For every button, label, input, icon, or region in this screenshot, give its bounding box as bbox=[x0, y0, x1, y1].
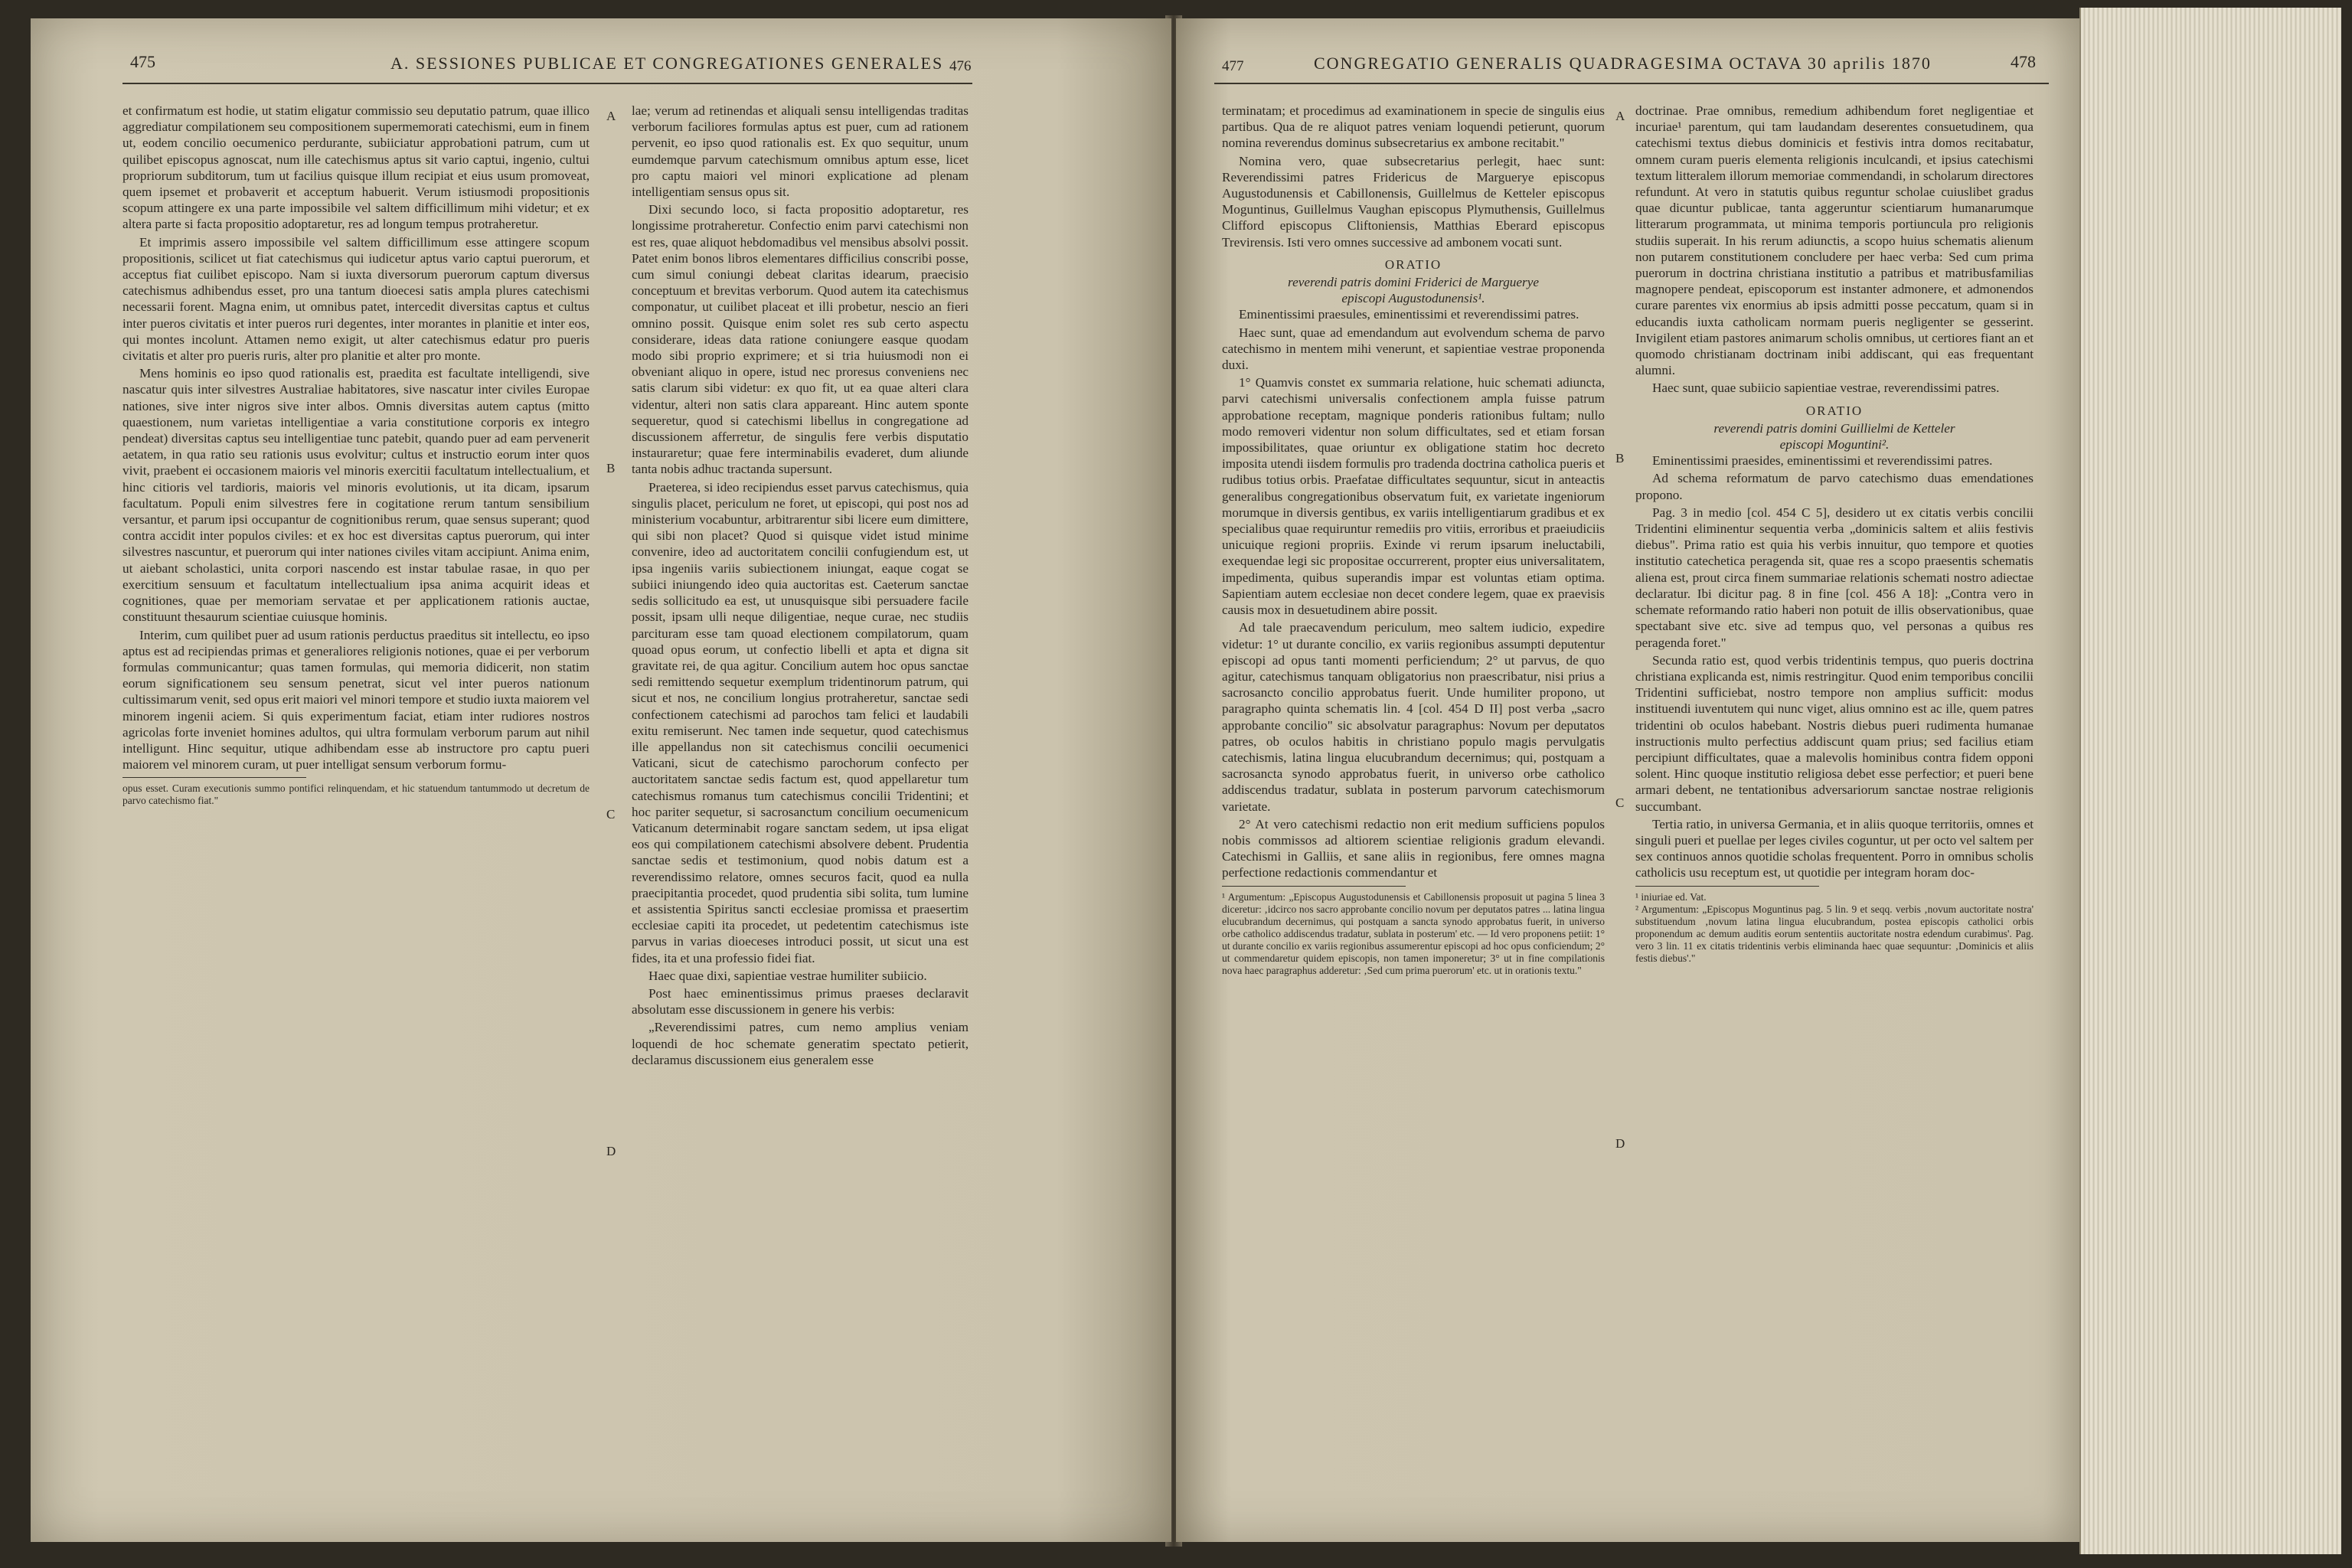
footnote-rule bbox=[122, 777, 306, 782]
paragraph: Mens hominis eo ipso quod rationalis est, praedita est facultate intelligendi, sive nascatur quis inter silvestres Australiae habitatores, sive nascatur inter civiles Europae nationes, sive inter nigros sive inter albos. Omnis diversitas autem captus (mitto quaestionem, num varietas intelligentiae a varia constitutione corporis ex integro pendeat) diversitas captus seu intelligentiae tunc patebit, quando puer ad eam pervenerit aetatem, in qua ratio seu rationis usus evolvitur; cultus et instructio eorum inter quos vivit, praebent ei occasionem maioris vel minoris exercitii facultatum intellectualium, et hinc citioris vel tardioris, maioris vel minoris evolutionis, ut ita dicam, ipsarum facultatum. Populi enim silvestres fere in cogitatione rerum tantum sensibilium versantur, et parum ipsi occupantur de cognitionibus rerum, quae sensus superant; quod contra accidit inter populos civiles: et ex hoc est diversitas captus puerorum, qui inter silvestres nascuntur, et puerorum qui inter nationes civiles vitam accipiunt. Anima enim, ut aiebant scholastici, unita corpori nascendo est instar tabulae rasae, in quo per exercitium sensuum et facultatum intellectualium ipsa anima acquirit ideas et cognitiones, quae per memoriam servatae et per applicationem rationis auctae, constituunt thesaurum scientiae cuiusque hominis. bbox=[122, 366, 590, 625]
page-number-477: 477 bbox=[1222, 58, 1244, 74]
paragraph: Praeterea, si ideo recipiendus esset parvus catechismus, quia singulis placet, periculum ne foret, ut episcopi, qui post nos ad ministerium vocabuntur, arbitrarentur sibi licere eum dimittere, qui sibi non placet? Quod si quisque videt istud minime convenire, ideo ad auctoritatem concilii confugiendum est, ut ipsa ingeniis variis subiectionem iniungat, eaque cogat se subiici iniungendo ideo quia auctoritas est. Caeterum sanctae sedis sollicitudo ea est, ut unusquisque sibi persuadere facile possit, ipsam ulli neque diligentiae, neque curae, nec studiis parcituram esse tam quoad electionem compilatorum, quam quoad opus eorum, ut confectio libelli et apta et digna sit gravitate rei, de qua agitur. Concilium autem hoc opus sanctae sedi remittendo sequetur exemplum tridentinorum patrum, qui sicut et nos, ne concilium longius protraheretur, sanctae sedi confectionem catechismi ad parochos tam felici et laudabili exitu remiserunt. Nec tamen inde sequetur, quod catechismus ille appellandus non sit catechismus concilii oecumenici Vaticani, sicut de catechismo parochorum confecto per auctoritatem sanctae sedis factum est, quod appellaretur tum catechismus romanus tum catechismus concilii Tridentini; et hoc pariter sequetur, si sacrosanctum concilium oecumenicum Vaticanum determinabit rogare sanctam sedem, ut ipsa eligat eos qui compilationem catechismi absolvere debent. Prudentia sanctae sedis et testimonium, quod nobis datum est a reverendissimo relatore, omnes securos facit, quod ea nulla praecipitantia procedet, quod prudentia sibi solita, tum lumine et assistentia Spiritus sancti ecclesiae promissa et praesertim ecclesiae capiti ita procedet, ut pedetentim catechismus iste parvus in varias dioeceses introduci possit, ut sicut una est fides, ita et una professio fidei fiat. bbox=[632, 479, 969, 965]
footnote: ¹ iniuriae ed. Vat. bbox=[1635, 890, 1707, 903]
footnote: ¹ Argumentum: „Episcopus Augustodunensis et Cabillonensis proposuit ut pagina 5 linea 3 diceretur: ‚idcirco nos sacro approbante concilio novum per deputatos patres ... latina lingua elucubrandum decernimus, qui postquam a sancta synodo approbatus fuerit, in universo orbe catholico addiscendus tradatur, sublata in posterum' etc. — Id vero proponens petiit: 1° ut durante concilio ex variis regionibus assumerentur episcopi ad hoc opus conficiendum; 2° ut commendaretur quidem episcopis, non tamen imponeretur; 3° ut in fine compilationis nova haec paragraphus adderetur: ‚Sed cum prima puerorum' etc. ut in orationis textu." bbox=[1222, 890, 1605, 976]
paragraph: Et imprimis assero impossibile vel saltem difficillimum esse attingere scopum propositionis, scilicet ut fiat catechismus qui iudicetur aptus vario captui puerorum, et acceptus fiat cuilibet episcopo. Nam si iuxta diversorum puerorum captum diversus catechismus adhibendus esset, pro una tantum dioecesi satis ampla plures catechismi necessarii forent. Magna enim, ut omnibus patet, intercedit diversitas captus et cultus inter pueros civitatis et inter pueros ruri degentes, inter morantes in planitie et inter eos, qui montes incolunt. Attamen nemo exigit, ut alter catechismus edatur pro pueris civitatis et alter pro pueris ruris, alter pro planitie et alter pro monte. bbox=[122, 234, 590, 364]
paragraph: Tertia ratio, in universa Germania, et in aliis quoque territoriis, omnes et singuli pueri et puellae per leges civiles coguntur, ut per octo vel saltem per sex continuos annos quotidie scholas frequentent. Porro in omnibus scholis catholicis usu receptum est, ut quotidie per integram horam doc- bbox=[1635, 816, 2034, 880]
paragraph: Haec quae dixi, sapientiae vestrae humiliter subiicio. bbox=[648, 968, 927, 983]
paragraph: Eminentissimi praesides, eminentissimi et reverendissimi patres. bbox=[1652, 453, 1993, 469]
paragraph: Pag. 3 in medio [col. 454 C 5], desidero ut ex citatis verbis concilii Tridentini eliminentur sequentia verba „dominicis saltem et aliis festivis diebus". Prima ratio est quia his verbis innuitur, quo tempore et quoties institutio catechetica peragenda sit, quae res a scopo praesentis schematis aliena est, prout circa finem summariae relationis schemati nostro adiectae declaratur. Ibi dicitur pag. 8 in fine [col. 456 A 18]: „Contra vero in schemate reformando ratio haberi non potuit de illis observationibus, quae spectabant sive etc. sive ad tempus quo, vel personas a quibus res peragenda foret." bbox=[1635, 505, 2034, 650]
paragraph: Ad tale praecavendum periculum, meo saltem iudicio, expedire videtur: 1° ut durante concilio, ex variis regionibus assumpti deputentur episcopi ad opus tanti momenti perficiendum; 2° ut parvus, de quo agitur, catechismus tanquam obligatorius non praescribatur, nisi prius a sacrosancto concilio approbatus fuerit. Unde humiliter propono, ut paragrapho quinta schematis lin. 4 [col. 454 D II] post verba „sacro approbante concilio" sic absolvatur paragraphus: Novum per deputatos patres, ob oculos habitis in christiano populo magis pervulgatis catechismis, latina lingua elucubrandum decernimus; qui, postquam a sacrosancta synodo approbatus fuerit, in universo orbe catholico addiscendus tradatur, sublata in posterum parvorum catechismorum varietate. bbox=[1222, 620, 1605, 814]
paragraph: terminatam; et procedimus ad examinationem in specie de singulis eius partibus. Qua de re aliquot patres veniam loquendi petierunt, quorum nomina reverendus dominus subsecretarius ex ambone recitabit." bbox=[1222, 103, 1605, 151]
margin-marker-b: B bbox=[1615, 451, 1625, 466]
oratio-speaker: reverendi patris domini Guillielmi de Ketteler bbox=[1713, 420, 1955, 436]
page-edges bbox=[2079, 8, 2341, 1554]
footnote: ² Argumentum: „Episcopus Moguntinus pag. 5 lin. 9 et seqq. verbis ‚novum auctoritate nostra' substituendum ‚novum latina lingua elucubrandum, postea episcopis catholici orbis proponendum ac demum auditis eorum sententiis auctoritate nostra edendum curabimus'. Pag. vero 3 lin. 11 ex citatis tridentinis verbis eliminanda haec quae sequuntur: ‚Dominicis et aliis festis diebus'." bbox=[1635, 903, 2034, 964]
header-rule bbox=[1214, 83, 2049, 84]
paragraph: Haec sunt, quae ad emendandum aut evolvendum schema de parvo catechismo in mentem mihi venerunt, et sapientiae vestrae proponenda duxi. bbox=[1222, 325, 1605, 373]
margin-marker-c: C bbox=[1615, 795, 1625, 810]
margin-marker-b: B bbox=[606, 461, 616, 475]
margin-marker-d: D bbox=[606, 1144, 616, 1158]
oratio-speaker: reverendi patris domini Friderici de Marguerye bbox=[1288, 275, 1539, 290]
oratio-heading: ORATIO bbox=[1805, 403, 1864, 418]
paragraph: et confirmatum est hodie, ut statim eligatur commissio seu deputatio patrum, quae illico aggrediatur compilationem seu compositionem supermemorati catechismi, eum in finem ut, eodem concilio oecumenico perdurante, subiiciatur approbationi patrum, cum ut quilibet episcopus agnoscat, num ille catechismus aptus sit vario captui, ingenio, cultui propriorum subditorum, tum ut facilius quisque illum recipiat et eius usum promoveat, quem ipsemet et probaverit et acceptum habuerit. Verum istiusmodi propositionis scopum attingere ex una parte impossibile vel saltem difficillimum mihi videtur; et ex altera parte si facta propositio adoptaretur, res ad longum tempus protraheretur. bbox=[122, 103, 590, 232]
footnote-rule bbox=[1635, 886, 1819, 891]
paragraph: 1° Quamvis constet ex summaria relatione, huic schemati adiuncta, parvi catechismi universalis confectionem ampla fuisse patrum approbatione receptam, magnique ponderis rationibus fultam; nullo modo removeri videntur non solum difficultates, sed et etiam forsan impossibilitates, quae oriuntur ex obligatione statim hoc decreto imposita utendi iisdem formulis pro tradenda doctrina catholica pueris et rudibus totius orbis. Praefatae difficultates sequuntur, sicut in anteactis generalibus congregationibus observatum fuit, ex varietate ingeniorum morumque in diversis gentibus, ex variis intelligentiarum gradibus et ex specialibus quae requiruntur remediis pro vitiis, erroribus et praeiudiciis unicuique regioni propriis. Exinde vi rerum ipsarum ineluctabili, exequendae legi sic propositae occurrerent, propter eius universalitatem, impedimenta, quibus superandis impar est voluntas etiam optima. Sapientiam autem ecclesiae non decet condere legem, quae ex praevisis causis mox in desuetudinem abire possit. bbox=[1222, 375, 1605, 618]
left-column-2 bbox=[632, 103, 969, 1070]
paragraph: Post haec eminentissimus primus praeses declaravit absolutam esse discussionem in genere his verbis: bbox=[632, 985, 969, 1018]
paragraph: Ad schema reformatum de parvo catechismo duas emendationes propono. bbox=[1635, 471, 2034, 502]
footnote: opus esset. Curam executionis summo pontifici relinquendam, et hic statuendum tantummodo ut decretum de parvo catechismo fiat." bbox=[122, 782, 590, 807]
right-page bbox=[1176, 18, 2079, 1542]
paragraph: lae; verum ad retinendas et aliquali sensu intelligendas traditas verborum faciliores formulas aptus est puer, cum ad rationem pervenit, eo ipso quod rationalis est. Ex quo sequitur, unum eumdemque parvum catechismum omnibus aptum esse, licet pro captu maiori vel minori explicatione ad plenam intelligentiam sensus opus sit. bbox=[632, 103, 969, 200]
paragraph: doctrinae. Prae omnibus, remedium adhibendum foret negligentiae et incuriae¹ parentum, qui tam laudandam deserentes consuetudinem, qua catechismi textus diebus dominicis et festivis intra domos recitabatur, omnem curam pueris elementa religionis inculcandi, et ipsius catechismi textum litteralem illorum memoriae commendandi, in scholarum directores refundunt. At vero in statutis quibus reguntur scholae cuiuslibet gradus quae dicuntur publicae, tanta aggeruntur scientiarum humanarumque litterarum programmata, ut minima temporis portiuncula pro religionis studiis superait. In his rerum adiunctis, a scopo huius schematis alienum non putarem constitutionem concludere per haec verba: Sed cum prima puerorum in doctrina christiana institutio a patribus et matribusfamilias magnopere pendeat, episcoporum est instanter admonere, et admonendos curare parentes vix enormius ab ipsis admitti posse peccatum, quam si in educandis iuxta catholicam normam pueris negligenter se gesserint. Invigilent etiam pastores animarum scholis omnibus, ut certiores fiant an et quomodo christianam doctrinam inibi addiscant, qui eas frequentant alumni. bbox=[1635, 103, 2034, 378]
page-number-476: 476 bbox=[949, 58, 972, 74]
left-column-1 bbox=[122, 103, 590, 807]
oratio-speaker-see: episcopi Moguntini². bbox=[1779, 437, 1890, 452]
right-column-1 bbox=[1222, 103, 1605, 977]
paragraph: Haec sunt, quae subiicio sapientiae vestrae, reverendissimi patres. bbox=[1652, 381, 2000, 396]
paragraph: „Reverendissimi patres, cum nemo amplius veniam loquendi de hoc schemate generatim spectato petierit, declaramus discussionem eius generalem esse bbox=[632, 1020, 969, 1067]
margin-marker-c: C bbox=[606, 807, 616, 822]
running-head-left: A. SESSIONES PUBLICAE ET CONGREGATIONES GENERALES bbox=[390, 54, 944, 73]
oratio-heading: ORATIO bbox=[1384, 256, 1442, 272]
paragraph: Secunda ratio est, quod verbis tridentinis tempus, quo pueris doctrina christiana explicanda est, nimis restringitur. Quod enim temporibus concilii Tridentini sufficiebat, nostro tempore non amplius sufficit: modus instituendi iuventutem qui nunc viget, alius omnino est ac ille, quem patres tridentini ob oculos habebant. Nostris diebus pueri rudimenta humanae instructionis multo perfectius addiscunt quam prius; sed facilius etiam percipiunt difficultates, quae a malevolis hominibus contra fidem opponi solent. Hinc quoque institutio religiosa debet esse perfectior; et pueri bene armari debent, ne tentationibus adversariorum sanctae nostrae religionis succumbant. bbox=[1635, 652, 2034, 814]
paragraph: Eminentissimi praesules, eminentissimi et reverendissimi patres. bbox=[1239, 307, 1579, 322]
header-rule bbox=[122, 83, 972, 84]
left-page bbox=[31, 18, 1171, 1542]
paragraph: Interim, cum quilibet puer ad usum rationis perductus praeditus sit intellectu, eo ipso aptus est ad recipiendas primas et generaliores religionis notiones, quae ei per verborum formulas communicantur; quas tamen formulas, qui memoria didicerit, non statim eorum significationem seu sensum penetrat, sicut vel inter pueros nationum cultissimarum venit, sed opus erit maiori vel minori tempore et studio iuxta maiorem vel minorem ingenii aciem. Si quis experimentum faciat, etiam inter rudiores nostros agricolas forte inveniet homines adultos, qui ultra formulam verborum parum aut nihil intelligunt. Hinc sequitur, utique adhibendam esse ab instructore pro captu pueri maiorem vel minorem curam, ut puer intelligat sensum verborum formu- bbox=[122, 627, 590, 773]
margin-marker-a: A bbox=[1615, 109, 1625, 123]
oratio-speaker-see: episcopi Augustodunensis¹. bbox=[1341, 291, 1485, 306]
right-column-2 bbox=[1635, 103, 2034, 965]
running-head-right: CONGREGATIO GENERALIS QUADRAGESIMA OCTAVA 30 aprilis 1870 bbox=[1314, 54, 1932, 73]
margin-marker-a: A bbox=[606, 109, 616, 123]
margin-marker-d: D bbox=[1615, 1136, 1625, 1151]
paragraph: Nomina vero, quae subsecretarius perlegit, haec sunt: Reverendissimi patres Fridericus de Marguerye episcopus Augustodunensis et Cabillonensis, Guillelmus de Ketteler episcopus Moguntinus, Guillelmus Vaughan episcopus Plymuthensis, Guillelmus Clifford episcopus Cliftoniensis, Matthias Eberard episcopus Trevirensis. Isti vero omnes successive ad ambonem vocati sunt. bbox=[1222, 153, 1605, 250]
footnote-rule bbox=[1222, 886, 1406, 891]
paragraph: Dixi secundo loco, si facta propositio adoptaretur, res longissime protraheretur. Confectio enim parvi catechismi non est res, quae aliquot hebdomadibus vel mensibus absolvi possit. Patet enim bonos libros elementares difficilius conscribi posse, cum simul coniungi debeat claritas idearum, praecisio conceptuum et brevitas verborum. Quod autem ita catechismus componatur, ut cuilibet placeat et illi probetur, nescio an fieri omnino possit. Quisque enim solet res sub certo aspectu considerare, ideas data ratione coniungere easque quodam modo sibi proprio exprimere; et si tria huiusmodi non ei obveniant aliquo in opere, istud nec proresus conveniens nec satis clarum sibi videtur: ex quo fit, ut ea quae alteri clara videntur, alteri non satis clara appareant. Hinc autem sponte sequeretur, quod si catechismi libellus in congregatione ad discussionem afferretur, de singulis fere verbis disputatio instauraretur; quae fere interminabilis evaderet, dum aliunde tanta nobis adhuc tractanda supersunt. bbox=[632, 202, 969, 477]
paragraph: 2° At vero catechismi redactio non erit medium sufficiens populos nobis commissos ad altiorem scientiae religionis gradum elevandi. Catechismi in Galliis, et sane aliis in regionibus, fere omnes magna perfectione redactionis commendantur et bbox=[1222, 816, 1605, 880]
page-number-475: 475 bbox=[130, 52, 155, 71]
page-number-478: 478 bbox=[2011, 52, 2036, 71]
